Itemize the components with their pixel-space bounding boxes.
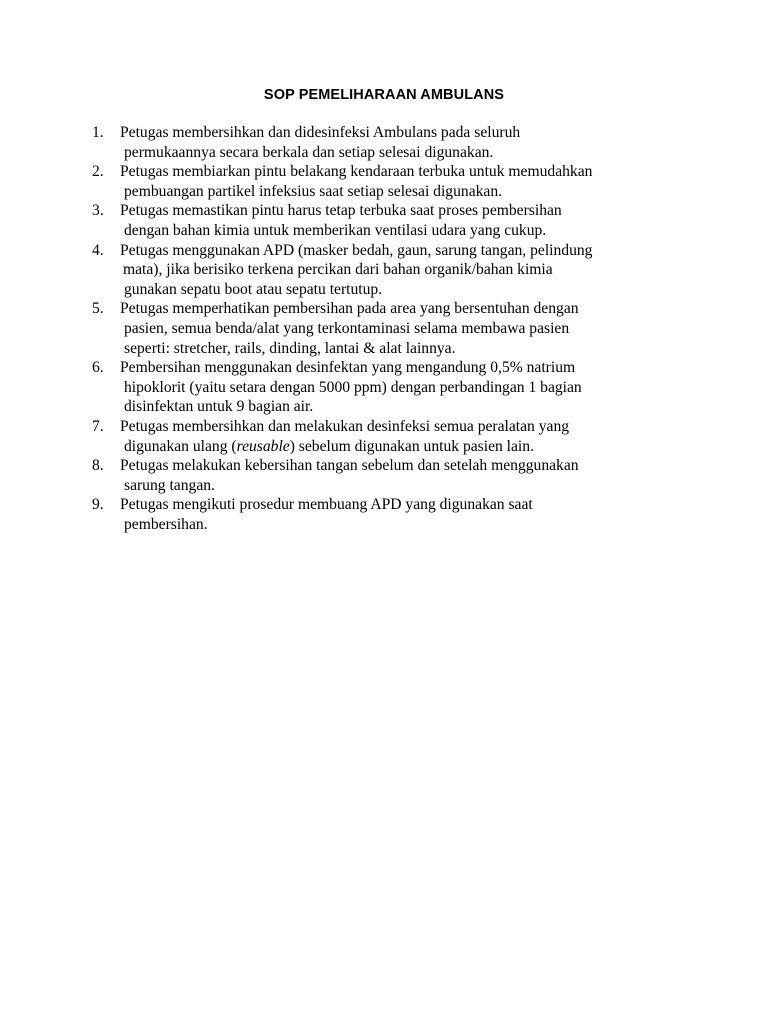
list-item-text: Petugas memastikan pintu harus tetap terbuka saat proses pembersihan bbox=[120, 202, 562, 220]
list-item-text: Petugas memperhatikan pembersihan pada area yang bersentuhan dengan bbox=[120, 300, 579, 318]
list-item bbox=[92, 162, 692, 201]
page-title: SOP PEMELIHARAAN AMBULANS bbox=[263, 87, 505, 103]
list-item-number: 7. bbox=[92, 417, 104, 435]
list-item bbox=[92, 358, 692, 417]
procedure-list bbox=[92, 123, 692, 534]
list-item-number: 6. bbox=[92, 359, 104, 377]
list-item-number: 4. bbox=[92, 241, 104, 259]
list-item-text: gunakan sepatu boot atau sepatu tertutup. bbox=[124, 280, 383, 298]
list-item-number: 8. bbox=[92, 457, 104, 475]
list-item bbox=[92, 299, 692, 358]
list-item-text: pembuangan partikel infeksius saat setiap selesai digunakan. bbox=[124, 182, 503, 200]
list-item-text: pasien, semua benda/alat yang terkontaminasi selama membawa pasien bbox=[124, 319, 570, 337]
list-item-text: pembersihan. bbox=[124, 515, 208, 533]
list-item-text: permukaannya secara berkala dan setiap selesai digunakan. bbox=[124, 143, 494, 161]
list-item-number: 3. bbox=[92, 202, 104, 220]
list-item-text-part: ) sebelum digunakan untuk pasien lain. bbox=[289, 437, 534, 455]
list-item-number: 9. bbox=[92, 496, 104, 514]
list-item-text: dengan bahan kimia untuk memberikan ventilasi udara yang cukup. bbox=[124, 221, 547, 239]
list-item bbox=[92, 417, 692, 456]
italic-term: reusable bbox=[236, 437, 290, 455]
list-item-text: Petugas menggunakan APD (masker bedah, gaun, sarung tangan, pelindung bbox=[120, 241, 593, 259]
list-item-text: Petugas membersihkan dan melakukan desinfeksi semua peralatan yang bbox=[120, 417, 570, 435]
list-item-text: mata), jika berisiko terkena percikan dari bahan organik/bahan kimia bbox=[123, 261, 553, 279]
list-item-text: Petugas mengikuti prosedur membuang APD yang digunakan saat bbox=[120, 496, 533, 514]
list-item bbox=[92, 123, 692, 162]
list-item-text: Petugas membersihkan dan didesinfeksi Ambulans pada seluruh bbox=[120, 124, 521, 141]
list-item-text bbox=[120, 437, 692, 457]
list-item-text: hipoklorit (yaitu setara dengan 5000 ppm) dengan perbandingan 1 bagian bbox=[124, 378, 582, 396]
list-item bbox=[92, 456, 692, 495]
list-item-number: 5. bbox=[92, 300, 104, 318]
list-item-text: Petugas melakukan kebersihan tangan sebelum dan setelah menggunakan bbox=[120, 457, 579, 475]
list-item-text: Pembersihan menggunakan desinfektan yang mengandung 0,5% natrium bbox=[120, 359, 576, 377]
list-item bbox=[92, 495, 692, 534]
list-item-text: seperti: stretcher, rails, dinding, lantai & alat lainnya. bbox=[124, 339, 456, 357]
list-item-text: sarung tangan. bbox=[124, 476, 215, 494]
list-item bbox=[92, 241, 692, 300]
list-item-number: 1. bbox=[92, 124, 104, 141]
list-item-number: 2. bbox=[92, 163, 104, 181]
list-item-text: Petugas membiarkan pintu belakang kendaraan terbuka untuk memudahkan bbox=[120, 163, 593, 181]
list-item-text-part: digunakan ulang ( bbox=[124, 437, 237, 455]
list-item-text: disinfektan untuk 9 bagian air. bbox=[124, 398, 314, 416]
list-item bbox=[92, 201, 692, 240]
